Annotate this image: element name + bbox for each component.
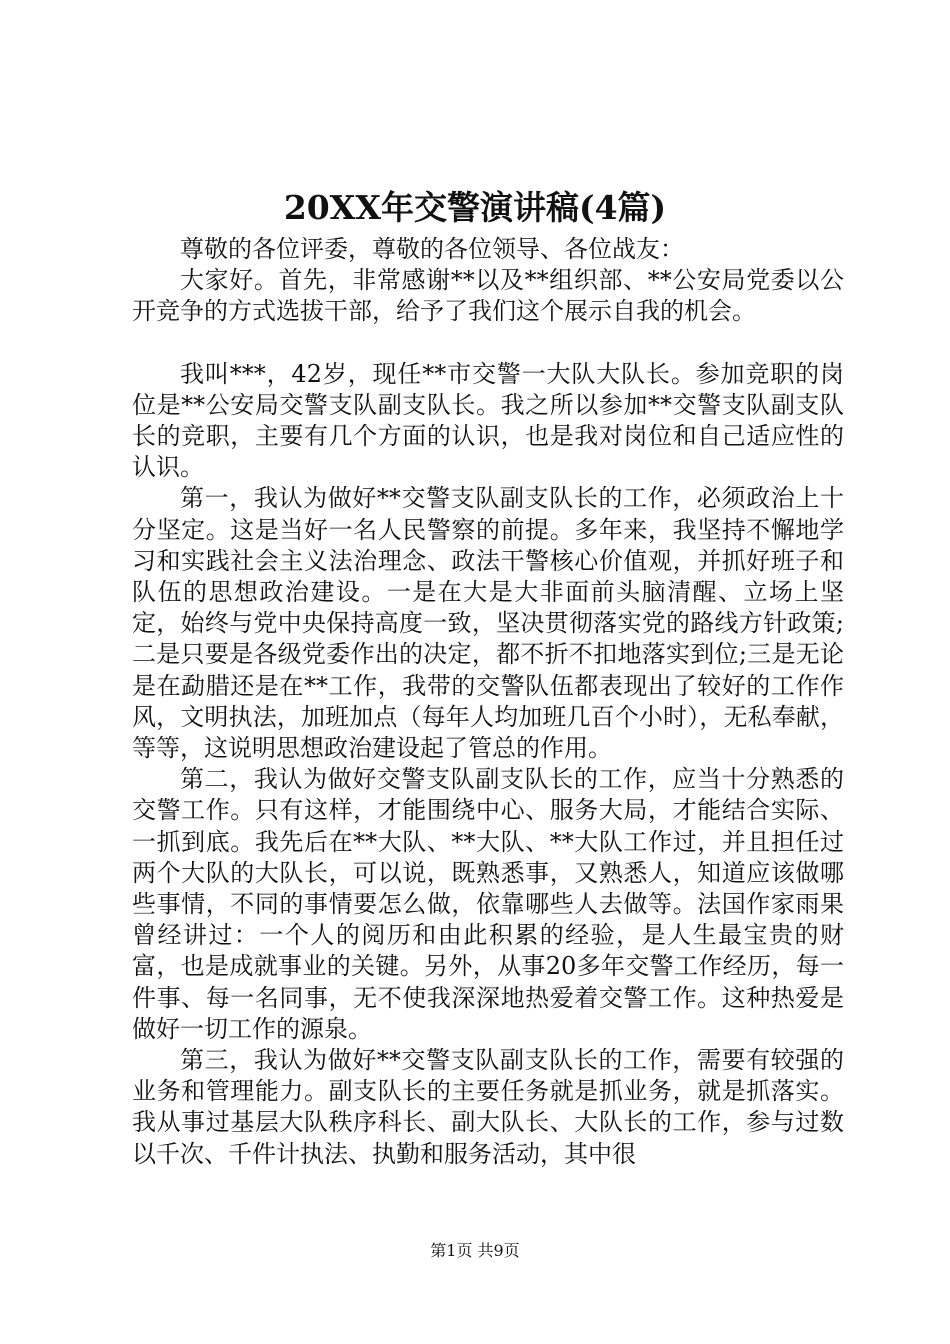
document-body xyxy=(132,234,844,1170)
paragraph-salutation: 尊敬的各位评委，尊敬的各位领导、各位战友： xyxy=(180,235,684,263)
document-title: 20XX年交警演讲稿(4篇) xyxy=(283,188,667,227)
paragraph-greeting: 大家好。首先，非常感谢**以及**组织部、**公安局党委以公开竞争的方式选拔干部，给予了我们这个展示自我的机会。 xyxy=(132,266,844,326)
paragraph-point-three: 第三，我认为做好**交警支队副支队长的工作，需要有较强的业务和管理能力。副支队长的主要任务就是抓业务，就是抓落实。我从事过基层大队秩序科长、副大队长、大队长的工作，参与过数以千次、千件计执法、执勤和服务活动，其中很 xyxy=(132,1046,844,1168)
paragraph-point-two: 第二，我认为做好交警支队副支队长的工作，应当十分熟悉的交警工作。只有这样，才能围绕中心、服务大局，才能结合实际、一抓到底。我先后在**大队、**大队、**大队工作过，并且担任过两个大队的大队长，可以说，既熟悉事，又熟悉人，知道应该做哪些事情，不同的事情要怎么做，依靠哪些人去做等。法国作家雨果曾经讲过：一个人的阅历和由此积累的经验，是人生最宝贵的财富，也是成就事业的关键。另外，从事20多年交警工作经历，每一件事、每一名同事，无不使我深深地热爱着交警工作。这种热爱是做好一切工作的源泉。 xyxy=(132,765,844,1043)
paragraph-introduction: 我叫***，42岁，现任**市交警一大队大队长。参加竞职的岗位是**公安局交警支队副支队长。我之所以参加**交警支队副支队长的竞职，主要有几个方面的认识，也是我对岗位和自己适应性的认识。 xyxy=(132,359,844,482)
page-number-footer: 第1页 共9页 xyxy=(430,1241,520,1260)
paragraph-point-one: 第一，我认为做好**交警支队副支队长的工作，必须政治上十分坚定。这是当好一名人民警察的前提。多年来，我坚持不懈地学习和实践社会主义法治理念、政法干警核心价值观，并抓好班子和队伍的思想政治建设。一是在大是大非面前头脑清醒、立场上坚定，始终与党中央保持高度一致，坚决贯彻落实党的路线方针政策;二是只要是各级党委作出的决定，都不折不扣地落实到位;三是无论是在勐腊还是在**工作，我带的交警队伍都表现出了较好的工作作风，文明执法，加班加点（每年人均加班几百个小时），无私奉献，等等，这说明思想政治建设起了管总的作用。 xyxy=(132,484,844,763)
